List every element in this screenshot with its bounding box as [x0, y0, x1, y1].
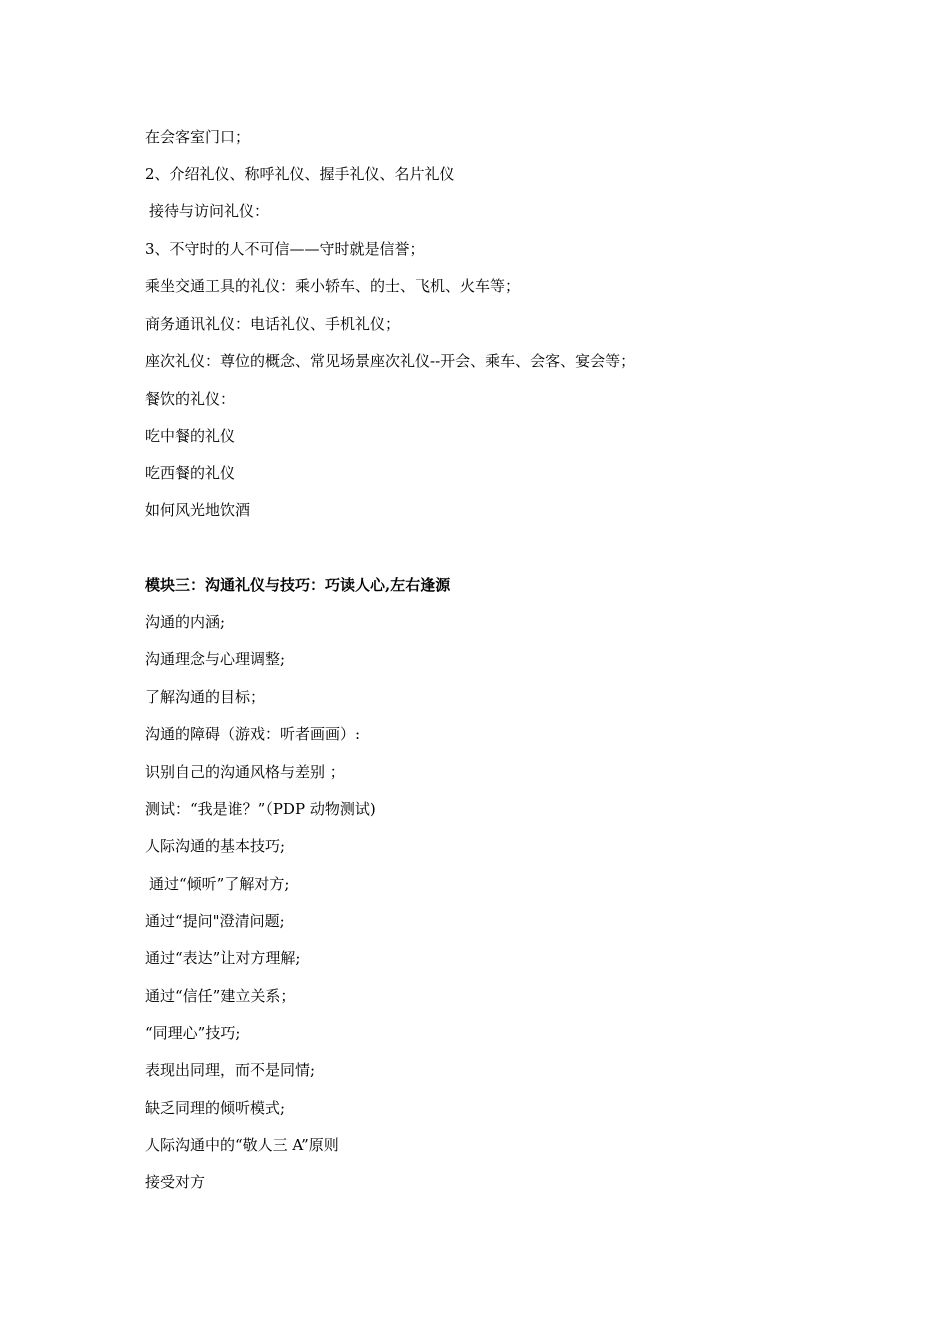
text-line: 识别自己的沟通风格与差别 ；: [145, 763, 345, 781]
text-line: 吃中餐的礼仪: [145, 427, 236, 445]
text-line: 沟通的内涵;: [145, 613, 226, 631]
text-line: 吃西餐的礼仪: [145, 464, 236, 482]
text-line: 接受对方: [145, 1173, 206, 1191]
text-line: 商务通讯礼仪：电话礼仪、手机礼仪；: [145, 315, 401, 333]
text-line: 沟通的障碍（游戏：听者画画）:: [145, 725, 361, 743]
text-line: 在会客室门口；: [145, 128, 251, 146]
text-line: 缺乏同理的倾听模式;: [145, 1099, 286, 1117]
text-line: 了解沟通的目标；: [145, 688, 266, 706]
text-line: 3、不守时的人不可信——守时就是信誉；: [145, 240, 425, 258]
text-line: 座次礼仪：尊位的概念、常见场景座次礼仪--开会、乘车、会客、宴会等；: [145, 352, 636, 370]
text-line: 沟通理念与心理调整;: [145, 650, 286, 668]
text-line: 测试：“我是谁？”（PDP 动物测试): [145, 800, 376, 818]
text-line: 表现出同理，而不是同情;: [145, 1061, 316, 1079]
text-line: 餐饮的礼仪：: [145, 390, 236, 408]
text-line: 通过“信任”建立关系；: [145, 987, 296, 1005]
text-line: 如何风光地饮酒: [145, 501, 251, 519]
text-line: 接待与访问礼仪：: [149, 202, 270, 220]
text-line: 2、介绍礼仪、称呼礼仪、握手礼仪、名片礼仪: [145, 165, 455, 183]
text-line: 通过“提问"澄清问题;: [145, 912, 285, 930]
text-line: 乘坐交通工具的礼仪：乘小轿车、的士、飞机、火车等；: [145, 277, 521, 295]
text-line: 人际沟通中的“敬人三 A”原则: [145, 1136, 339, 1154]
text-line: 通过“表达”让对方理解;: [145, 949, 301, 967]
text-line: “同理心”技巧;: [145, 1024, 241, 1042]
section-heading: 模块三：沟通礼仪与技巧：巧读人心,左右逢源: [145, 576, 451, 594]
text-line: 人际沟通的基本技巧;: [145, 837, 286, 855]
text-line: 通过“倾听”了解对方;: [149, 875, 290, 893]
